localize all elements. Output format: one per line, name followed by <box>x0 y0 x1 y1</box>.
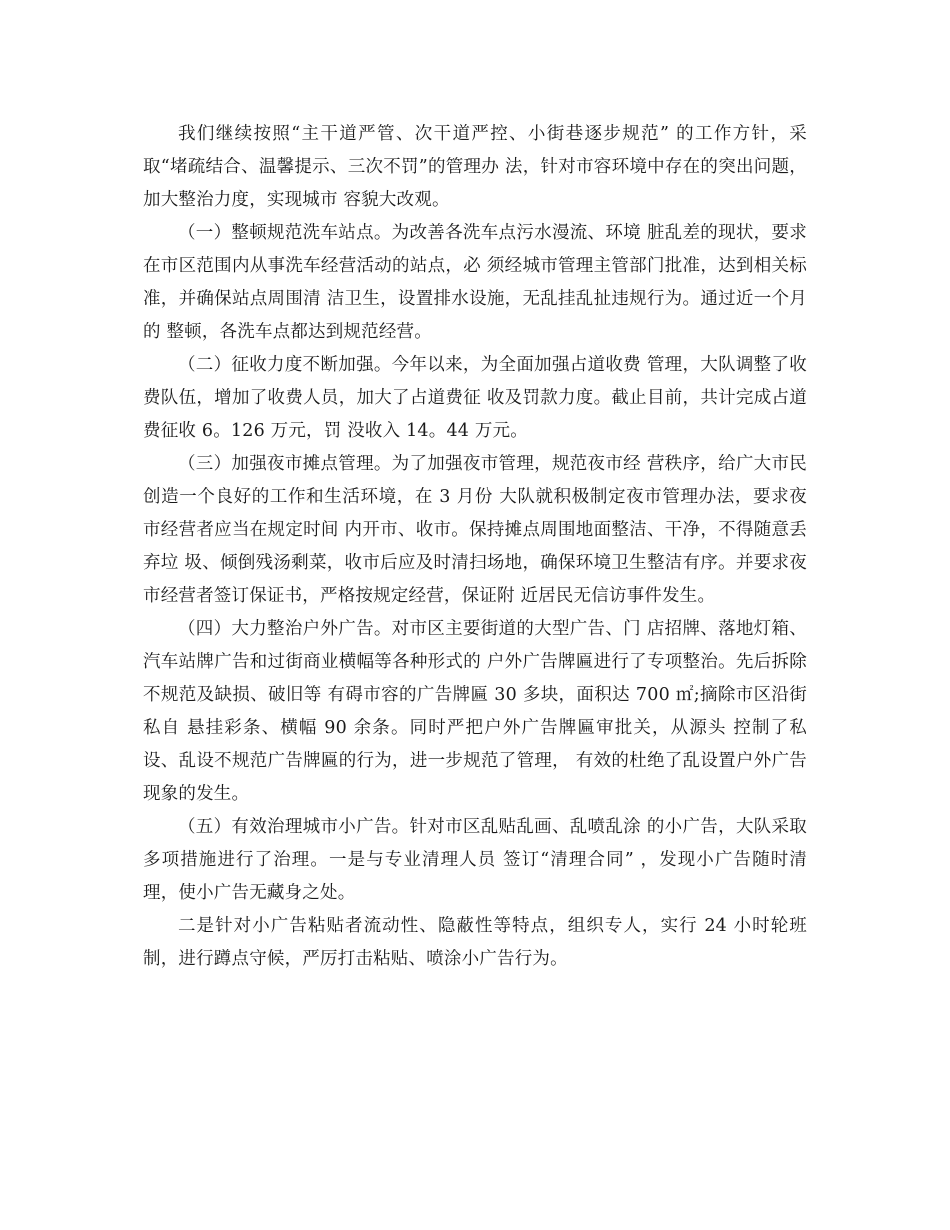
paragraph-intro: 我们继续按照“主干道严管、次干道严控、小街巷逐步规范” 的工作方针，采取“堵疏结合、温馨提示、三次不罚”的管理办 法，针对市容环境中存在的突出问题，加大整治力度，实现城市 容貌大改观。 <box>143 124 807 210</box>
paragraph-outdoor-ads: （四）大力整治户外广告。对市区主要街道的大型广告、门 店招牌、落地灯箱、汽车站牌广告和过街商业横幅等各种形式的 户外广告牌匾进行了专项整治。先后拆除不规范及缺损、破旧等 有碍市容的广告牌匾 30 多块，面积达 700 ㎡;摘除市区沿街私自 悬挂彩条、横幅 90 余条。同时严把户外广告牌匾审批关，从源头 控制了私设、乱设不规范广告牌匾的行为，进一步规范了管理， 有效的杜绝了乱设置户外广告现象的发生。 <box>143 619 807 804</box>
paragraph-night-market: （三）加强夜市摊点管理。为了加强夜市管理，规范夜市经 营秩序，给广大市民创造一个良好的工作和生活环境，在 3 月份 大队就积极制定夜市管理办法，要求夜市经营者应当在规定时间 内开市、收市。保持摊点周围地面整洁、干净，不得随意丢弃垃 圾、倾倒残汤剩菜，收市后应及时清扫场地，确保环境卫生整洁有序。并要求夜市经营者签订保证书，严格按规定经营，保证附 近居民无信访事件发生。 <box>143 454 807 606</box>
paragraph-car-wash: （一）整顿规范洗车站点。为改善各洗车点污水漫流、环境 脏乱差的现状，要求在市区范围内从事洗车经营活动的站点，必 须经城市管理主管部门批准，达到相关标准，并确保站点周围清 洁卫生，设置排水设施，无乱挂乱扯违规行为。通过近一个月的 整顿，各洗车点都达到规范经营。 <box>143 223 807 342</box>
paragraph-patrol: 二是针对小广告粘贴者流动性、隐蔽性等特点，组织专人，实行 24 小时轮班制，进行蹲点守候，严厉打击粘贴、喷涂小广告行为。 <box>143 916 807 969</box>
paragraph-fee-collection: （二）征收力度不断加强。今年以来，为全面加强占道收费 管理，大队调整了收费队伍，增加了收费人员，加大了占道费征 收及罚款力度。截止目前，共计完成占道费征收 6。126 万元，罚 没收入 14。44 万元。 <box>143 355 807 441</box>
document-body <box>143 118 807 976</box>
paragraph-small-ads: （五）有效治理城市小广告。针对市区乱贴乱画、乱喷乱涂 的小广告，大队采取多项措施进行了治理。一是与专业清理人员 签订“清理合同” ，发现小广告随时清理，使小广告无藏身之处。 <box>143 817 807 903</box>
